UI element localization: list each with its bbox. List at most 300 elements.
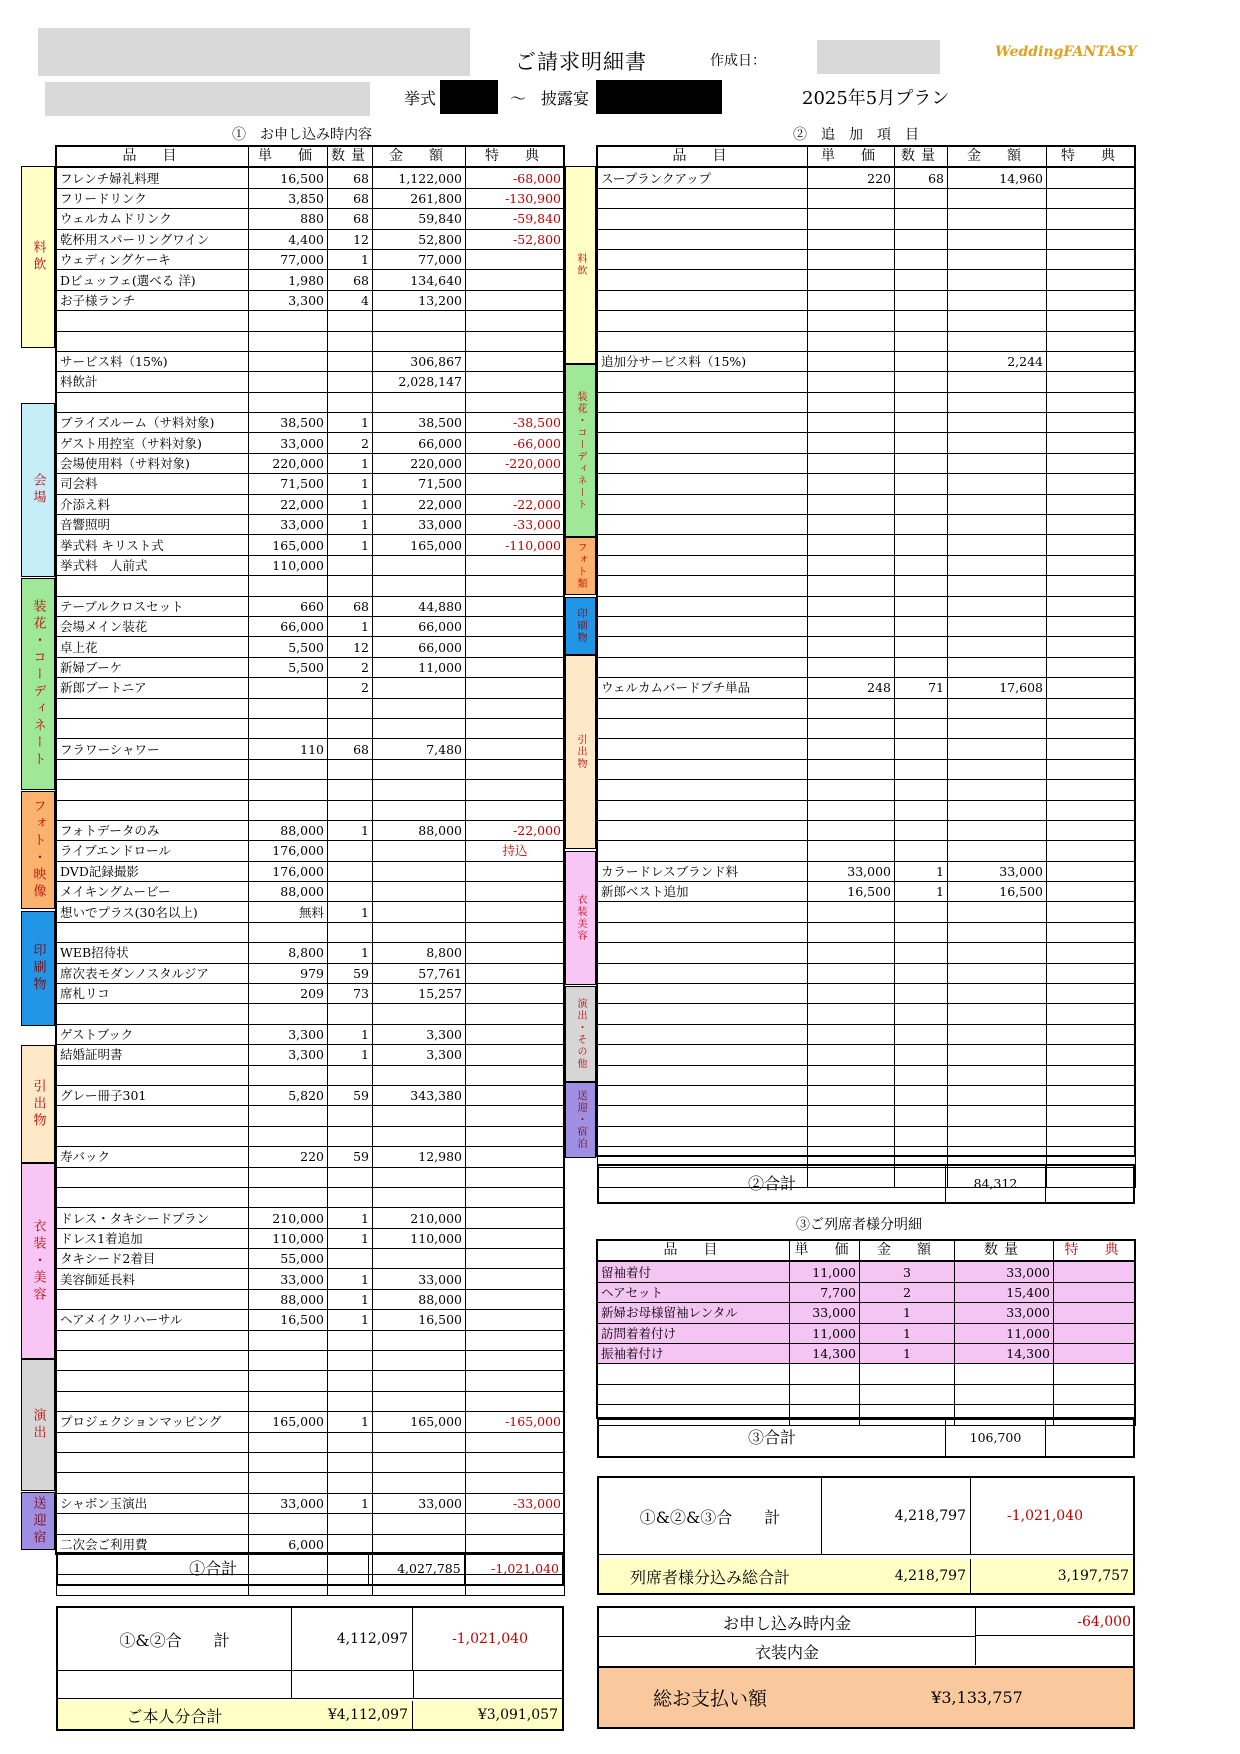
- table-cell: [808, 637, 895, 657]
- table-cell: 176,000: [249, 861, 328, 881]
- table-cell: [249, 311, 328, 331]
- table-cell: [466, 1167, 565, 1187]
- self-total-label: ご本人分合計: [58, 1701, 292, 1729]
- table-cell: [466, 1330, 565, 1350]
- table-row: [598, 290, 1136, 310]
- table-cell: [373, 861, 466, 881]
- right-total-amount: 84,312: [945, 1166, 1045, 1202]
- table-cell: [808, 433, 895, 453]
- table-cell: [895, 474, 948, 494]
- table-cell: [955, 1384, 1054, 1404]
- table-cell: [328, 1065, 373, 1085]
- column-header: 特 典: [1054, 1241, 1136, 1262]
- table-cell: [808, 311, 895, 331]
- table-cell: [466, 576, 565, 596]
- table-row: [598, 535, 1136, 555]
- table-cell: 1: [328, 902, 373, 922]
- table-row: [57, 331, 565, 351]
- table-cell: [1047, 841, 1136, 861]
- table-cell: -33,000: [466, 515, 565, 535]
- table-cell: [948, 1106, 1047, 1126]
- table-cell: [598, 515, 808, 535]
- table-cell: [895, 1024, 948, 1044]
- table-cell: 210,000: [373, 1208, 466, 1228]
- table-row: [57, 249, 565, 269]
- right-total-row: [597, 1164, 1135, 1204]
- table-cell: 59: [328, 963, 373, 983]
- table-cell: 1: [328, 249, 373, 269]
- table-cell: [598, 820, 808, 840]
- table-cell: [328, 841, 373, 861]
- table-cell: [598, 1024, 808, 1044]
- table-cell: 66,000: [373, 637, 466, 657]
- table-cell: 11,000: [790, 1323, 860, 1343]
- table-cell: [808, 943, 895, 963]
- table-cell: 1: [328, 413, 373, 433]
- table-cell: [1047, 882, 1136, 902]
- table-cell: 3,300: [249, 1024, 328, 1044]
- table-cell: [373, 902, 466, 922]
- table-cell: [598, 433, 808, 453]
- table-row: [598, 1343, 1136, 1363]
- table-cell: 1: [895, 861, 948, 881]
- table-cell: 振袖着付け: [598, 1343, 790, 1363]
- table-cell: [598, 902, 808, 922]
- table-cell: 88,000: [373, 820, 466, 840]
- table-cell: 209: [249, 984, 328, 1004]
- table-cell: 110: [249, 739, 328, 759]
- right-section-title: ② 追 加 項 目: [793, 127, 919, 143]
- table-cell: [373, 698, 466, 718]
- table-cell: [948, 1024, 1047, 1044]
- table-cell: [1047, 1106, 1136, 1126]
- table-cell: [948, 311, 1047, 331]
- table-cell: 52,800: [373, 229, 466, 249]
- table-cell: [466, 1004, 565, 1024]
- table-row: [57, 1147, 565, 1167]
- table-cell: [895, 392, 948, 412]
- table-cell: 134,640: [373, 270, 466, 290]
- category-text: 演出・その他: [575, 998, 586, 1070]
- table-cell: [466, 698, 565, 718]
- table-row: [57, 555, 565, 575]
- table-cell: 卓上花: [57, 637, 249, 657]
- table-cell: [373, 1126, 466, 1146]
- table-row: [57, 535, 565, 555]
- table-cell: 68: [895, 167, 948, 188]
- table-cell: [1047, 167, 1136, 188]
- category-label: [21, 403, 55, 577]
- table-cell: [466, 290, 565, 310]
- ceremony-label: 挙式: [404, 89, 437, 108]
- category-label: [565, 1082, 596, 1158]
- table-cell: [948, 576, 1047, 596]
- table-cell: [1054, 1323, 1136, 1343]
- table-row: [57, 800, 565, 820]
- table-cell: [466, 1289, 565, 1309]
- table-cell: [598, 800, 808, 820]
- table-cell: [895, 780, 948, 800]
- table-cell: [57, 1453, 249, 1473]
- table-cell: [1054, 1343, 1136, 1363]
- table-cell: ウェルカムバードプチ単品: [598, 678, 808, 698]
- table-cell: [373, 576, 466, 596]
- table-cell: 16,500: [373, 1310, 466, 1330]
- table-row: [598, 576, 1136, 596]
- left-section-title: ① お申し込み時内容: [232, 127, 372, 143]
- table-cell: [948, 637, 1047, 657]
- table-cell: [1047, 616, 1136, 636]
- table-row: [598, 1384, 1136, 1404]
- table-cell: [57, 576, 249, 596]
- table-cell: [373, 1473, 466, 1493]
- table-cell: [1047, 1024, 1136, 1044]
- table-cell: [57, 800, 249, 820]
- table-cell: [466, 331, 565, 351]
- summary-12-discount: -1,021,040: [452, 1631, 528, 1647]
- table-cell: [57, 718, 249, 738]
- table-cell: [808, 576, 895, 596]
- table-cell: [328, 922, 373, 942]
- table-cell: 68: [328, 167, 373, 188]
- table-row: [57, 922, 565, 942]
- table-row: [598, 984, 1136, 1004]
- table-cell: [466, 861, 565, 881]
- table-cell: [466, 1208, 565, 1228]
- table-cell: [948, 494, 1047, 514]
- table-cell: [895, 290, 948, 310]
- table-row: [57, 698, 565, 718]
- table-row: [57, 882, 565, 902]
- table-cell: [1054, 1303, 1136, 1323]
- table-cell: [328, 555, 373, 575]
- table-cell: 176,000: [249, 841, 328, 861]
- table-cell: [328, 1126, 373, 1146]
- table-cell: [1047, 351, 1136, 371]
- table-row: [598, 678, 1136, 698]
- table-cell: [598, 311, 808, 331]
- category-text: 演出: [30, 1408, 46, 1442]
- table-cell: [249, 1453, 328, 1473]
- table-cell: [948, 984, 1047, 1004]
- table-row: [57, 1187, 565, 1207]
- table-cell: 1: [328, 943, 373, 963]
- table-row: [598, 616, 1136, 636]
- redacted-customer-subname: [45, 82, 370, 116]
- table-cell: タキシード2着目: [57, 1249, 249, 1269]
- table-cell: [808, 1106, 895, 1126]
- table-cell: 料飲計: [57, 372, 249, 392]
- table-cell: 1: [328, 616, 373, 636]
- table-cell: 165,000: [249, 1412, 328, 1432]
- table-cell: [808, 331, 895, 351]
- table-cell: [466, 780, 565, 800]
- table-cell: [598, 943, 808, 963]
- table-cell: [57, 780, 249, 800]
- table-cell: 22,000: [373, 494, 466, 514]
- summary-123-amount: 4,218,797: [821, 1478, 971, 1554]
- table-cell: 1: [328, 1045, 373, 1065]
- table-cell: 1: [860, 1343, 955, 1363]
- table-cell: 新婦ブーケ: [57, 657, 249, 677]
- table-cell: [895, 616, 948, 636]
- table-cell: [808, 372, 895, 392]
- table-row: [57, 1085, 565, 1105]
- table-cell: [808, 1045, 895, 1065]
- table-cell: 220,000: [373, 453, 466, 473]
- additional-items-table: [597, 146, 1136, 1188]
- table-cell: [1047, 698, 1136, 718]
- table-cell: 57,761: [373, 963, 466, 983]
- table-cell: [895, 739, 948, 759]
- table-cell: [466, 1514, 565, 1534]
- table-cell: [328, 1514, 373, 1534]
- table-cell: [598, 739, 808, 759]
- table-cell: ウェルカムドリンク: [57, 209, 249, 229]
- category-text: 装花・コーディネート: [575, 390, 586, 511]
- table-cell: [466, 596, 565, 616]
- table-cell: 1: [328, 1289, 373, 1309]
- table-cell: [1047, 984, 1136, 1004]
- table-cell: [895, 229, 948, 249]
- table-cell: [808, 657, 895, 677]
- table-row: [598, 1106, 1136, 1126]
- category-label: [21, 1045, 55, 1163]
- table-cell: [466, 882, 565, 902]
- table-row: [598, 963, 1136, 983]
- table-cell: [57, 1432, 249, 1452]
- table-cell: [895, 820, 948, 840]
- table-cell: [373, 678, 466, 698]
- table-cell: 5,500: [249, 657, 328, 677]
- table-cell: [328, 1187, 373, 1207]
- table-cell: [808, 229, 895, 249]
- table-cell: [1047, 576, 1136, 596]
- table-row: [598, 392, 1136, 412]
- table-row: [57, 657, 565, 677]
- table-cell: [1047, 331, 1136, 351]
- column-header: 数量: [955, 1241, 1054, 1262]
- column-header: 金 額: [373, 147, 466, 168]
- table-cell: 3,300: [249, 290, 328, 310]
- table-cell: [948, 209, 1047, 229]
- table-row: [598, 188, 1136, 208]
- table-cell: [895, 372, 948, 392]
- table-row: [57, 1391, 565, 1411]
- table-cell: [948, 698, 1047, 718]
- left-total-amount: 4,027,785: [368, 1554, 463, 1584]
- column-header: 品 目: [598, 147, 808, 168]
- table-cell: [249, 331, 328, 351]
- date-range-tilde: ～: [510, 89, 527, 108]
- table-cell: 1: [328, 535, 373, 555]
- table-row: [57, 739, 565, 759]
- table-cell: 77,000: [249, 249, 328, 269]
- table-cell: [808, 759, 895, 779]
- table-row: [57, 718, 565, 738]
- table-cell: [808, 1004, 895, 1024]
- table-cell: 55,000: [249, 1249, 328, 1269]
- category-text: 衣装・美容: [30, 1218, 46, 1304]
- table-row: [57, 209, 565, 229]
- table-cell: [466, 311, 565, 331]
- table-row: [57, 1269, 565, 1289]
- table-cell: [373, 1453, 466, 1473]
- table-cell: [895, 657, 948, 677]
- table-cell: [328, 800, 373, 820]
- table-cell: [598, 576, 808, 596]
- attendees-total-amount: 106,700: [945, 1420, 1045, 1456]
- table-cell: 1: [328, 1228, 373, 1248]
- table-cell: [249, 678, 328, 698]
- category-text: 印刷物: [30, 943, 46, 994]
- table-cell: [598, 718, 808, 738]
- table-cell: [328, 1432, 373, 1452]
- table-cell: 12,980: [373, 1147, 466, 1167]
- table-row: [598, 698, 1136, 718]
- column-header: 単 価: [249, 147, 328, 168]
- table-row: [57, 372, 565, 392]
- table-cell: -66,000: [466, 433, 565, 453]
- table-cell: 88,000: [249, 1289, 328, 1309]
- category-label: [21, 1359, 55, 1491]
- table-cell: [373, 800, 466, 820]
- table-cell: [466, 943, 565, 963]
- table-row: [57, 229, 565, 249]
- table-cell: [598, 984, 808, 1004]
- table-cell: [1047, 780, 1136, 800]
- table-row: [598, 474, 1136, 494]
- table-row: [57, 413, 565, 433]
- table-cell: [57, 1351, 249, 1371]
- table-cell: [808, 820, 895, 840]
- table-cell: [598, 392, 808, 412]
- table-cell: 挙式料 人前式: [57, 555, 249, 575]
- table-cell: [948, 290, 1047, 310]
- table-cell: 2: [328, 433, 373, 453]
- column-header: 単 価: [790, 1241, 860, 1262]
- table-cell: 165,000: [249, 535, 328, 555]
- table-cell: 16,500: [948, 882, 1047, 902]
- table-cell: [57, 311, 249, 331]
- table-cell: [373, 1004, 466, 1024]
- table-cell: 88,000: [373, 1289, 466, 1309]
- table-cell: [598, 372, 808, 392]
- table-cell: [1047, 739, 1136, 759]
- table-cell: 33,000: [373, 515, 466, 535]
- table-cell: 306,867: [373, 351, 466, 371]
- table-cell: 16,500: [808, 882, 895, 902]
- category-text: 印刷物: [575, 608, 586, 644]
- table-cell: 3,300: [373, 1045, 466, 1065]
- column-header: 特 典: [466, 147, 565, 168]
- table-cell: 33,000: [948, 861, 1047, 881]
- table-row: [598, 637, 1136, 657]
- table-cell: フレンチ婦礼料理: [57, 167, 249, 188]
- table-cell: [57, 922, 249, 942]
- table-cell: Dビュッフェ(選べる 洋): [57, 270, 249, 290]
- table-cell: 無料: [249, 902, 328, 922]
- table-cell: [895, 311, 948, 331]
- table-cell: [249, 1351, 328, 1371]
- table-row: [598, 841, 1136, 861]
- table-cell: [948, 474, 1047, 494]
- table-cell: [1047, 270, 1136, 290]
- table-row: [57, 453, 565, 473]
- table-row: [598, 270, 1136, 290]
- table-cell: 12: [328, 637, 373, 657]
- table-cell: 33,000: [249, 433, 328, 453]
- table-cell: [948, 1045, 1047, 1065]
- category-label: [565, 851, 596, 985]
- category-text: 装花・コーディネート: [30, 599, 46, 769]
- table-cell: [1047, 1004, 1136, 1024]
- table-cell: [466, 270, 565, 290]
- table-cell: 33,000: [955, 1303, 1054, 1323]
- table-cell: グレー冊子301: [57, 1085, 249, 1105]
- table-cell: 71,500: [373, 474, 466, 494]
- table-cell: [466, 1045, 565, 1065]
- table-cell: [466, 351, 565, 371]
- table-cell: [895, 351, 948, 371]
- table-cell: フォトデータのみ: [57, 820, 249, 840]
- attendees-total-row: [597, 1418, 1135, 1458]
- summary-12-box: [56, 1606, 564, 1731]
- table-cell: [860, 1364, 955, 1384]
- table-row: [598, 861, 1136, 881]
- table-cell: 59: [328, 1147, 373, 1167]
- table-cell: [373, 555, 466, 575]
- table-row: [57, 576, 565, 596]
- table-cell: 33,000: [790, 1303, 860, 1323]
- table-cell: [948, 372, 1047, 392]
- table-row: [598, 1282, 1136, 1302]
- table-cell: [373, 1249, 466, 1269]
- category-text: 送迎・宿泊: [575, 1090, 586, 1150]
- table-row: [57, 637, 565, 657]
- table-cell: [948, 1085, 1047, 1105]
- table-cell: [598, 188, 808, 208]
- table-row: [57, 1330, 565, 1350]
- table-cell: [808, 535, 895, 555]
- table-cell: [57, 1330, 249, 1350]
- table-row: [598, 413, 1136, 433]
- table-cell: [948, 453, 1047, 473]
- table-cell: 17,608: [948, 678, 1047, 698]
- table-cell: DVD記録撮影: [57, 861, 249, 881]
- deposit-value: -64,000: [975, 1608, 1133, 1636]
- table-cell: [249, 1187, 328, 1207]
- table-cell: [249, 1371, 328, 1391]
- table-row: [57, 616, 565, 636]
- table-cell: 3,300: [373, 1024, 466, 1044]
- category-text: 送迎宿: [30, 1495, 46, 1547]
- table-cell: ドレス1着追加: [57, 1228, 249, 1248]
- table-cell: [1047, 474, 1136, 494]
- table-cell: [808, 780, 895, 800]
- table-row: [598, 800, 1136, 820]
- table-cell: 結婚証明書: [57, 1045, 249, 1065]
- brand-logo: WeddingFANTASY: [995, 44, 1137, 60]
- category-text: 料飲: [575, 253, 586, 277]
- table-cell: [57, 1167, 249, 1187]
- table-cell: [948, 596, 1047, 616]
- table-row: [57, 1432, 565, 1452]
- table-cell: [328, 576, 373, 596]
- table-row: [598, 922, 1136, 942]
- column-header: 数量: [895, 147, 948, 168]
- table-cell: [57, 1514, 249, 1534]
